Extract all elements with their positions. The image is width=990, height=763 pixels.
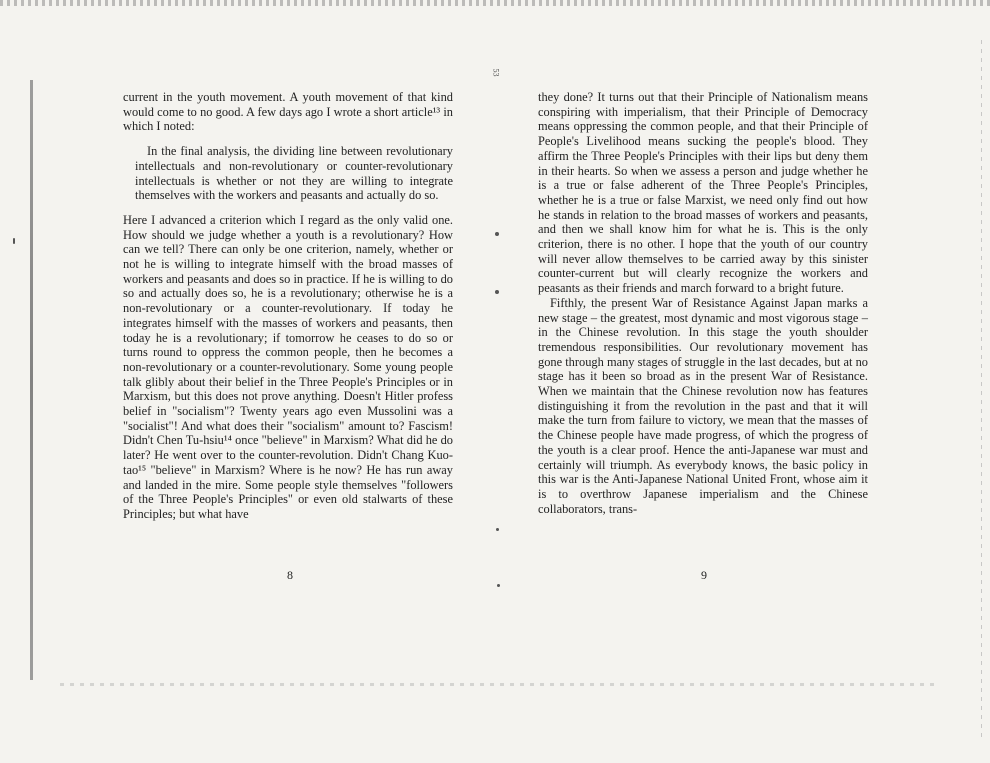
gutter-speck [495, 232, 499, 236]
right-page-number: 9 [701, 568, 707, 582]
right-page-edge [981, 40, 982, 740]
left-page-number: 8 [287, 568, 293, 582]
block-quote-text: In the final analysis, the dividing line between revolutionary intellectuals and non-revolutionary or counter-revolutionary intellectuals is whether or not they are willing to integrate themselves with the workers and peasants and actually do so. [135, 144, 453, 203]
left-page [123, 90, 453, 522]
margin-speck [13, 238, 15, 244]
scan-bottom-edge [60, 683, 940, 686]
gutter-speck [497, 584, 500, 587]
gutter-speck [495, 290, 499, 294]
left-page-edge [30, 80, 33, 680]
gutter-speck [496, 528, 499, 531]
gutter-mark: 53 [491, 68, 501, 77]
scan-top-edge [0, 0, 990, 6]
left-body-paragraph: Here I advanced a criterion which I regard as the only valid one. How should we judge whether a youth is a revolutionary? How can we tell? There can only be one criterion, namely, whether or not he is willing to integrate himself with the broad masses of workers and peasants and does so in practice. If he is willing to do so and actually does so, he is a revolutionary; otherwise he is a non-revolutionary or a counter-revolutionary. If today he integrates himself with the masses of workers and peasants, then today he is a revolutionary; if tomorrow he ceases to do so or turns round to oppress the common people, then he becomes a non-revolutionary or a counter-revolutionary. Some young people talk glibly about their belief in the Three People's Principles or in Marxism, but this does not prove anything. Doesn't Hitler profess belief in "socialism"? Twenty years ago even Mussolini was a "socialist"! And what does their "socialism" amount to? Fascism! Didn't Chen Tu-hsiu¹⁴ once "believe" in Marxism? What did he do later? He went over to the counter-revolution. Didn't Chang Kuo-tao¹⁵ "believe" in Marxism? Where is he now? He has run away and landed in the mire. Some people style themselves "followers of the Three People's Principles" or even old stalwarts of these Principles; but what have [123, 212, 453, 521]
left-opening-paragraph: current in the youth movement. A youth movement of that kind would come to no good. A few days ago I wrote a short article¹³ in which I noted: [123, 90, 453, 134]
block-quote [135, 144, 453, 203]
right-page [538, 90, 868, 516]
right-paragraph-1: they done? It turns out that their Principle of Nationalism means conspiring with imperialism, that their Principle of Democracy means oppressing the common people, and that their Principle of People's Livelihood means sucking the people's blood. They affirm the Three People's Principles with their lips but deny them in their hearts. So when we assess a person and judge whether he is a true or false adherent of the Three People's Principles, whether he is a true or false Marxist, we need only find out how he stands in relation to the broad masses of workers and peasants, and then we shall know him for what he is. This is the only criterion, there is no other. I hope that the youth of our country will never allow themselves to be carried away by this sinister counter-current but will clearly recognize the workers and peasants as their friends and march forward to a bright future. [538, 90, 868, 296]
right-paragraph-2: Fifthly, the present War of Resistance Against Japan marks a new stage – the greatest, most dynamic and most vigorous stage – in the Chinese revolution. In this stage the youth shoulder tremendous responsibilities. Our revolutionary movement has gone through many stages of struggle in the last decades, but at no stage has it been so broad as in the present War of Resistance. When we maintain that the Chinese revolution now has features distinguishing it from the revolution in the past and that it will make the turn from failure to victory, we mean that the masses of the Chinese people have made progress, of which the progress of the youth is a clear proof. Hence the anti-Japanese war must and certainly will triumph. As everybody knows, the basic policy in this war is the Anti-Japanese National United Front, whose aim it is to overthrow Japanese imperialism and the Chinese collaborators, trans- [538, 295, 868, 516]
